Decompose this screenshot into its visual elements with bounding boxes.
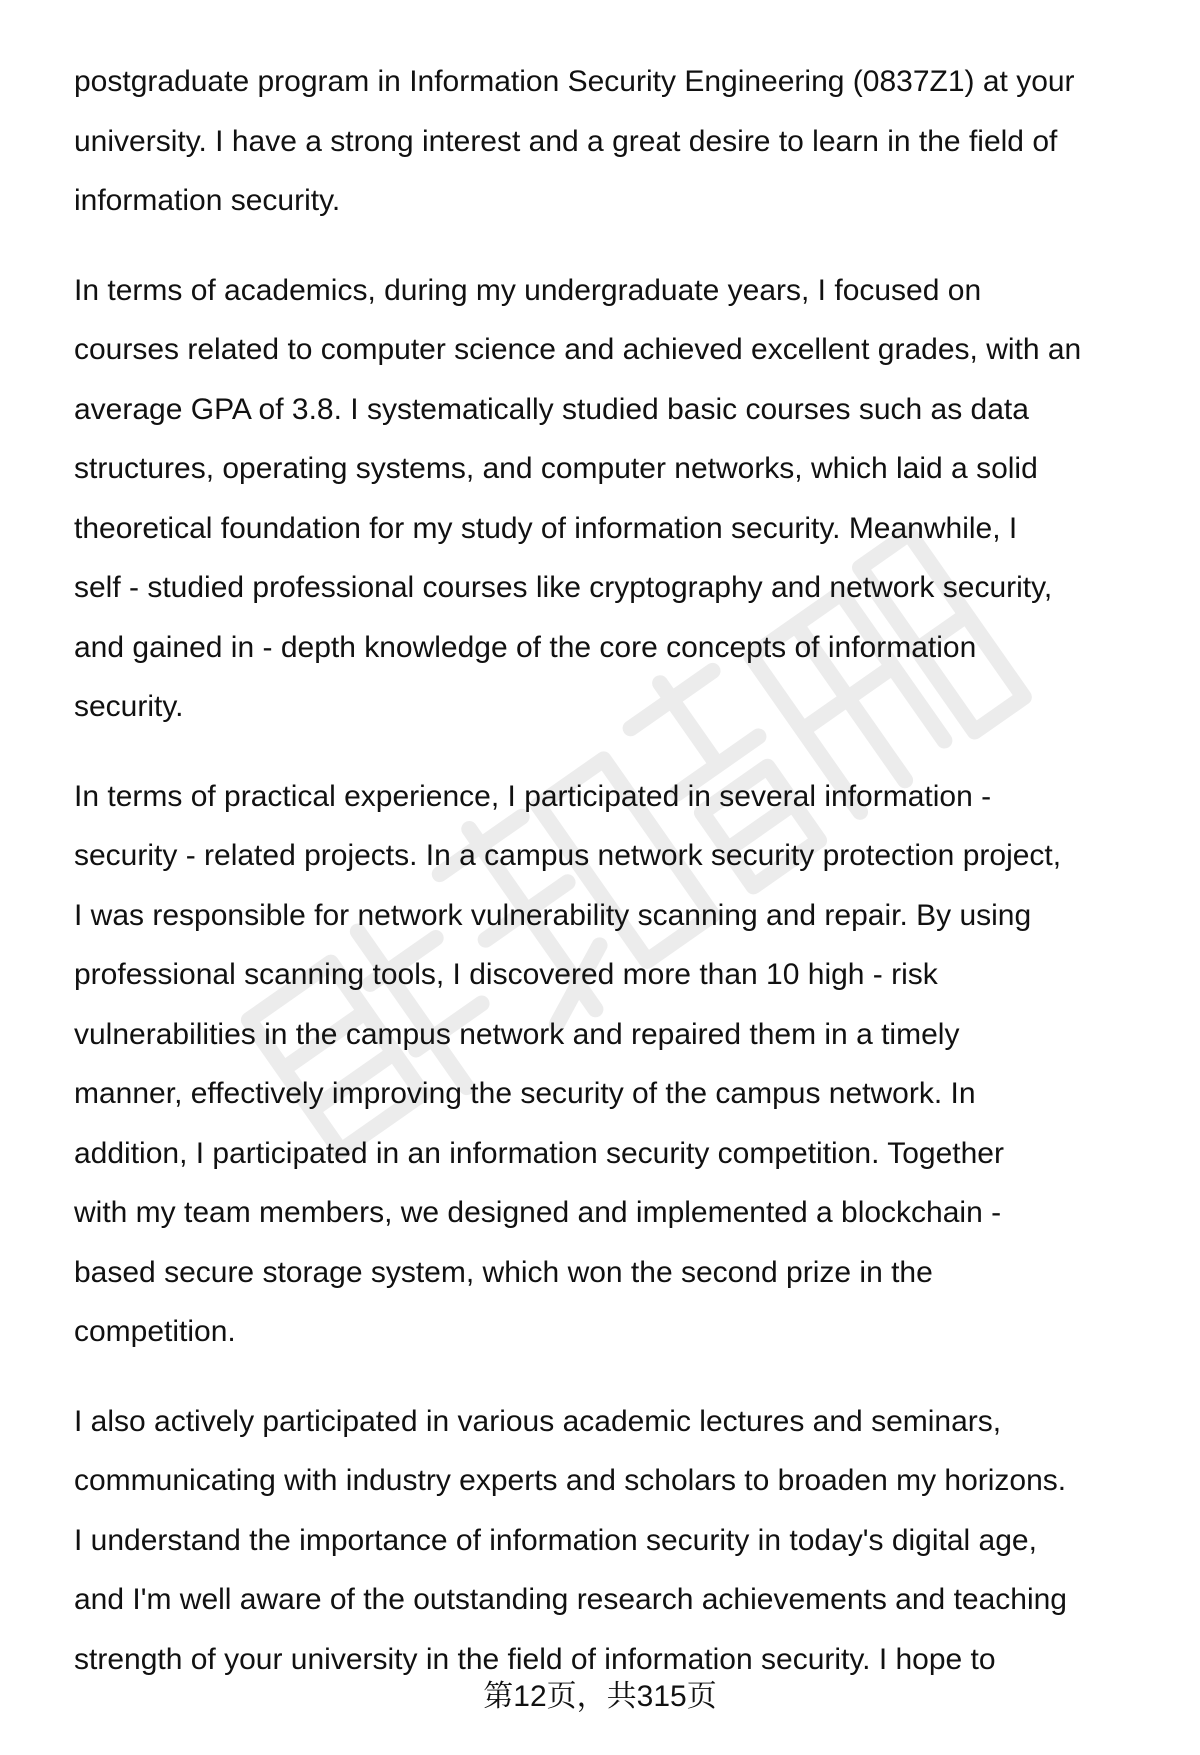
text-line: security.	[74, 690, 184, 723]
text-line: communicating with industry experts and scholars to broaden my horizons.	[74, 1464, 1067, 1497]
text-line: structures, operating systems, and computer networks, which laid a solid	[74, 452, 1038, 485]
document-body	[74, 52, 1160, 1719]
text-line: and I'm well aware of the outstanding research achievements and teaching	[74, 1583, 1067, 1616]
text-line: I was responsible for network vulnerability scanning and repair. By using	[74, 898, 1032, 932]
text-line: security - related projects. In a campus network security protection project,	[74, 839, 1062, 872]
text-line: manner, effectively improving the security of the campus network. In	[74, 1077, 976, 1110]
paragraph-academics	[74, 261, 1160, 737]
text-line: strength of your university in the field of information security. I hope to	[74, 1642, 996, 1676]
text-line: I also actively participated in various academic lectures and seminars,	[74, 1404, 1002, 1438]
text-line: with my team members, we designed and implemented a blockchain -	[74, 1196, 1002, 1229]
page-number: 第12页，共315页	[483, 1680, 717, 1713]
text-line: average GPA of 3.8. I systematically studied basic courses such as data	[74, 392, 1029, 426]
text-line: self - studied professional courses like cryptography and network security,	[74, 571, 1053, 604]
text-line: courses related to computer science and achieved excellent grades, with an	[74, 333, 1082, 366]
text-line: university. I have a strong interest and a great desire to learn in the field of	[74, 124, 1058, 158]
text-line: In terms of academics, during my undergraduate years, I focused on	[74, 273, 982, 307]
text-line: addition, I participated in an information security competition. Together	[74, 1136, 1004, 1170]
text-line: professional scanning tools, I discovered more than 10 high - risk	[74, 958, 938, 991]
text-line: vulnerabilities in the campus network and repaired them in a timely	[74, 1017, 960, 1051]
paragraph-academic-activities	[74, 1392, 1160, 1690]
text-line: based secure storage system, which won the second prize in the	[74, 1255, 933, 1289]
text-line: postgraduate program in Information Security Engineering (0837Z1) at your	[74, 65, 1075, 98]
text-line: information security.	[74, 184, 341, 217]
text-line: theoretical foundation for my study of information security. Meanwhile, I	[74, 511, 1018, 545]
paragraph-intro	[74, 52, 1160, 231]
text-line: In terms of practical experience, I participated in several information -	[74, 779, 992, 813]
text-line: I understand the importance of information security in today's digital age,	[74, 1523, 1037, 1557]
text-line: and gained in - depth knowledge of the core concepts of information	[74, 630, 977, 664]
paragraph-practical-experience	[74, 767, 1160, 1362]
text-line: competition.	[74, 1315, 236, 1348]
